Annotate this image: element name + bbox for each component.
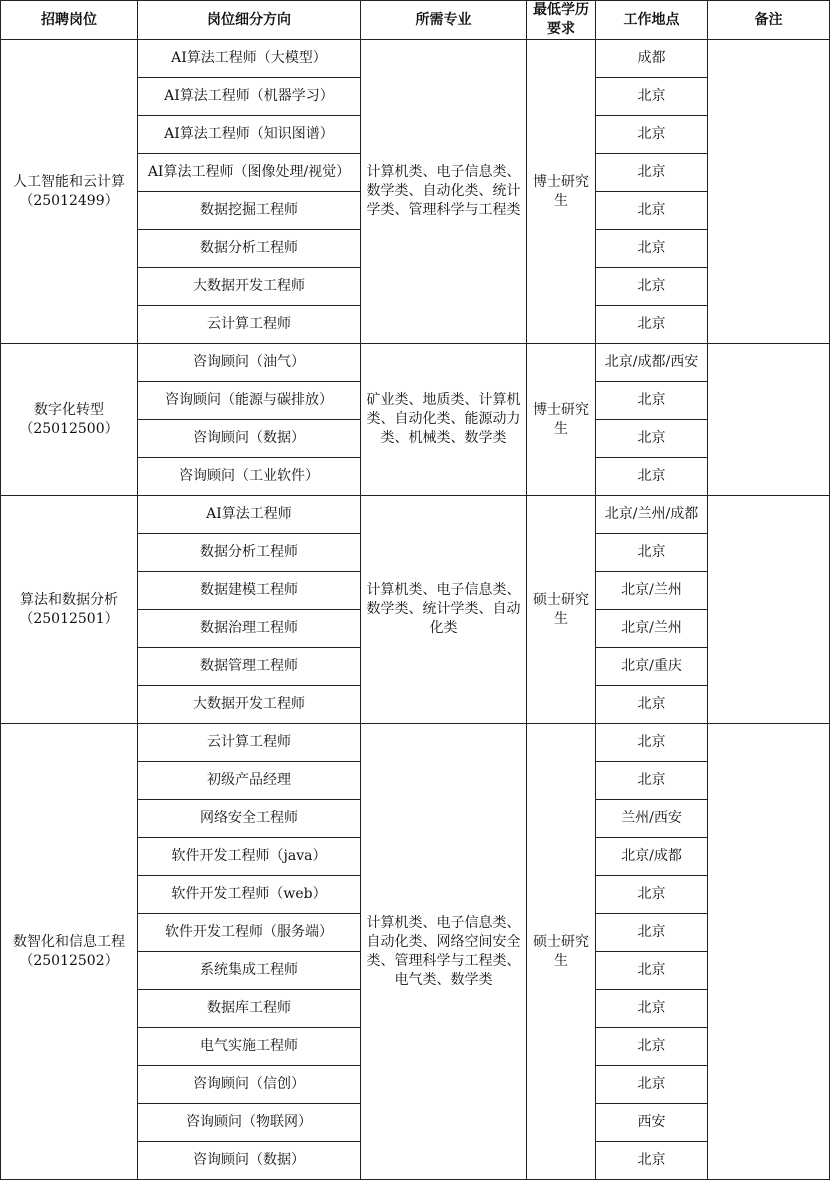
table-row bbox=[1, 344, 830, 382]
direction-cell: 云计算工程师 bbox=[138, 306, 361, 344]
remark-cell bbox=[708, 496, 830, 724]
location-cell: 北京/兰州 bbox=[596, 572, 708, 610]
location-cell: 西安 bbox=[596, 1104, 708, 1142]
major-cell: 矿业类、地质类、计算机类、自动化类、能源动力类、机械类、数学类 bbox=[361, 344, 527, 496]
direction-cell: 咨询顾问（物联网） bbox=[138, 1104, 361, 1142]
location-cell: 北京 bbox=[596, 230, 708, 268]
direction-cell: 咨询顾问（数据） bbox=[138, 420, 361, 458]
location-cell: 成都 bbox=[596, 40, 708, 78]
header-major: 所需专业 bbox=[361, 1, 527, 40]
location-cell: 北京 bbox=[596, 420, 708, 458]
location-cell: 北京 bbox=[596, 458, 708, 496]
major-cell: 计算机类、电子信息类、数学类、统计学类、自动化类 bbox=[361, 496, 527, 724]
direction-cell: 咨询顾问（油气） bbox=[138, 344, 361, 382]
location-cell: 北京 bbox=[596, 192, 708, 230]
location-cell: 北京 bbox=[596, 914, 708, 952]
header-remark: 备注 bbox=[708, 1, 830, 40]
location-cell: 北京 bbox=[596, 306, 708, 344]
location-cell: 北京/兰州 bbox=[596, 610, 708, 648]
location-cell: 北京 bbox=[596, 952, 708, 990]
direction-cell: 软件开发工程师（服务端） bbox=[138, 914, 361, 952]
direction-cell: 云计算工程师 bbox=[138, 724, 361, 762]
header-location: 工作地点 bbox=[596, 1, 708, 40]
header-education: 最低学历要求 bbox=[527, 1, 596, 40]
direction-cell: 数据分析工程师 bbox=[138, 534, 361, 572]
location-cell: 北京/成都 bbox=[596, 838, 708, 876]
location-cell: 北京 bbox=[596, 268, 708, 306]
direction-cell: 数据建模工程师 bbox=[138, 572, 361, 610]
location-cell: 北京/重庆 bbox=[596, 648, 708, 686]
location-cell: 北京 bbox=[596, 154, 708, 192]
direction-cell: 系统集成工程师 bbox=[138, 952, 361, 990]
location-cell: 北京/兰州/成都 bbox=[596, 496, 708, 534]
education-cell: 博士研究生 bbox=[527, 344, 596, 496]
direction-cell: AI算法工程师（知识图谱） bbox=[138, 116, 361, 154]
remark-cell bbox=[708, 344, 830, 496]
location-cell: 兰州/西安 bbox=[596, 800, 708, 838]
location-cell: 北京 bbox=[596, 382, 708, 420]
header-direction: 岗位细分方向 bbox=[138, 1, 361, 40]
major-cell: 计算机类、电子信息类、自动化类、网络空间安全类、管理科学与工程类、电气类、数学类 bbox=[361, 724, 527, 1180]
header-position: 招聘岗位 bbox=[1, 1, 138, 40]
position-cell: 数智化和信息工程（25012502） bbox=[1, 724, 138, 1180]
location-cell: 北京 bbox=[596, 78, 708, 116]
direction-cell: 数据治理工程师 bbox=[138, 610, 361, 648]
direction-cell: 大数据开发工程师 bbox=[138, 686, 361, 724]
table-body bbox=[1, 40, 830, 1180]
direction-cell: 电气实施工程师 bbox=[138, 1028, 361, 1066]
location-cell: 北京 bbox=[596, 116, 708, 154]
direction-cell: 大数据开发工程师 bbox=[138, 268, 361, 306]
direction-cell: AI算法工程师 bbox=[138, 496, 361, 534]
location-cell: 北京 bbox=[596, 686, 708, 724]
location-cell: 北京 bbox=[596, 534, 708, 572]
direction-cell: 咨询顾问（工业软件） bbox=[138, 458, 361, 496]
location-cell: 北京 bbox=[596, 762, 708, 800]
location-cell: 北京 bbox=[596, 990, 708, 1028]
direction-cell: 网络安全工程师 bbox=[138, 800, 361, 838]
location-cell: 北京 bbox=[596, 876, 708, 914]
table-row bbox=[1, 496, 830, 534]
major-cell: 计算机类、电子信息类、数学类、自动化类、统计学类、管理科学与工程类 bbox=[361, 40, 527, 344]
direction-cell: 咨询顾问（数据） bbox=[138, 1142, 361, 1180]
location-cell: 北京/成都/西安 bbox=[596, 344, 708, 382]
location-cell: 北京 bbox=[596, 1142, 708, 1180]
position-cell: 人工智能和云计算（25012499） bbox=[1, 40, 138, 344]
education-cell: 硕士研究生 bbox=[527, 724, 596, 1180]
education-cell: 博士研究生 bbox=[527, 40, 596, 344]
direction-cell: AI算法工程师（大模型） bbox=[138, 40, 361, 78]
direction-cell: 数据挖掘工程师 bbox=[138, 192, 361, 230]
location-cell: 北京 bbox=[596, 724, 708, 762]
direction-cell: 数据管理工程师 bbox=[138, 648, 361, 686]
table-row bbox=[1, 40, 830, 78]
direction-cell: 软件开发工程师（java） bbox=[138, 838, 361, 876]
direction-cell: 咨询顾问（信创） bbox=[138, 1066, 361, 1104]
remark-cell bbox=[708, 40, 830, 344]
direction-cell: 初级产品经理 bbox=[138, 762, 361, 800]
direction-cell: AI算法工程师（机器学习） bbox=[138, 78, 361, 116]
direction-cell: 咨询顾问（能源与碳排放） bbox=[138, 382, 361, 420]
location-cell: 北京 bbox=[596, 1028, 708, 1066]
remark-cell bbox=[708, 724, 830, 1180]
direction-cell: 数据库工程师 bbox=[138, 990, 361, 1028]
position-cell: 算法和数据分析（25012501） bbox=[1, 496, 138, 724]
direction-cell: AI算法工程师（图像处理/视觉） bbox=[138, 154, 361, 192]
location-cell: 北京 bbox=[596, 1066, 708, 1104]
position-cell: 数字化转型（25012500） bbox=[1, 344, 138, 496]
direction-cell: 软件开发工程师（web） bbox=[138, 876, 361, 914]
header-row bbox=[1, 1, 830, 40]
table-row bbox=[1, 724, 830, 762]
direction-cell: 数据分析工程师 bbox=[138, 230, 361, 268]
education-cell: 硕士研究生 bbox=[527, 496, 596, 724]
